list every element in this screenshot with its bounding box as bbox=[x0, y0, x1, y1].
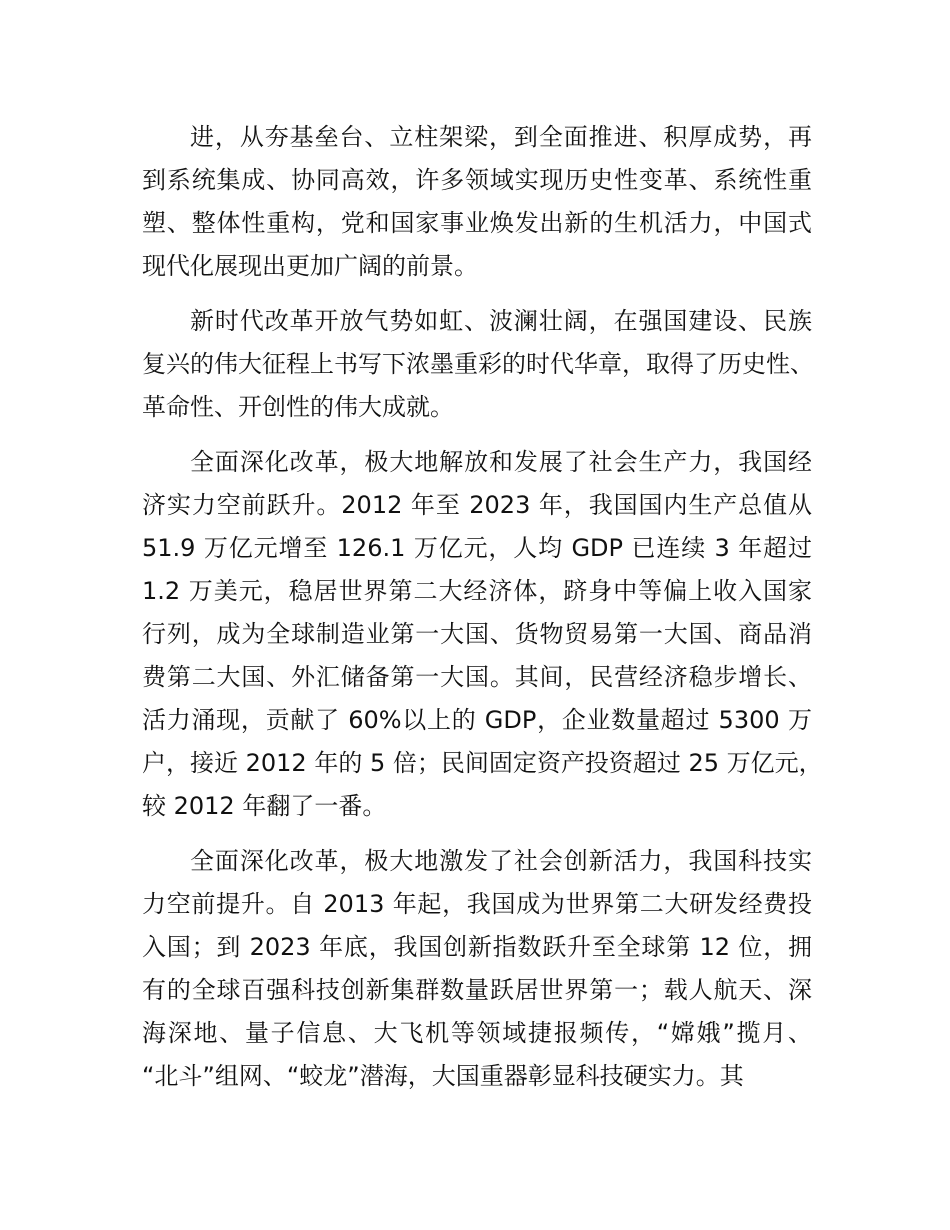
text-line: 现代化展现出更加广阔的前景。 bbox=[142, 252, 478, 280]
text-line: 行列，成为全球制造业第一大国、货物贸易第一大国、商品消 bbox=[142, 620, 812, 648]
text-line: 济实力空前跃升。2012 年至 2023 年，我国国内生产总值从 bbox=[142, 491, 812, 519]
paragraph bbox=[142, 116, 812, 288]
text-line: 全面深化改革，极大地激发了社会创新活力，我国科技实 bbox=[190, 847, 812, 875]
text-line: 有的全球百强科技创新集群数量跃居世界第一；载人航天、深 bbox=[142, 976, 812, 1004]
text-line: 入国；到 2023 年底，我国创新指数跃升至全球第 12 位，拥 bbox=[142, 933, 812, 961]
text-line: 海深地、量子信息、大飞机等领域捷报频传，“嫦娥”揽月、 bbox=[142, 1019, 812, 1047]
text-line: 进，从夯基垒台、立柱架梁，到全面推进、积厚成势，再 bbox=[190, 123, 812, 151]
text-line: 51.9 万亿元增至 126.1 万亿元，人均 GDP 已连续 3 年超过 bbox=[142, 534, 812, 562]
text-line: 力空前提升。自 2013 年起，我国成为世界第二大研发经费投 bbox=[142, 890, 812, 918]
text-line: 革命性、开创性的伟大成就。 bbox=[142, 393, 454, 421]
text-line: 较 2012 年翻了一番。 bbox=[142, 792, 387, 820]
text-line: 复兴的伟大征程上书写下浓墨重彩的时代华章，取得了历史性、 bbox=[142, 350, 814, 378]
document-page bbox=[142, 116, 823, 1110]
paragraph bbox=[142, 300, 812, 429]
text-line: 塑、整体性重构，党和国家事业焕发出新的生机活力，中国式 bbox=[142, 209, 812, 237]
text-line: 新时代改革开放气势如虹、波澜壮阔，在强国建设、民族 bbox=[190, 307, 812, 335]
text-line: 到系统集成、协同高效，许多领域实现历史性变革、系统性重 bbox=[142, 166, 812, 194]
text-line: 户，接近 2012 年的 5 倍；民间固定资产投资超过 25 万亿元， bbox=[142, 749, 823, 777]
text-line: 费第二大国、外汇储备第一大国。其间，民营经济稳步增长、 bbox=[142, 663, 812, 691]
paragraph bbox=[142, 441, 823, 828]
text-line: 1.2 万美元，稳居世界第二大经济体，跻身中等偏上收入国家 bbox=[142, 577, 812, 605]
text-line: 全面深化改革，极大地解放和发展了社会生产力，我国经 bbox=[190, 448, 812, 476]
paragraph bbox=[142, 840, 812, 1098]
text-line: 活力涌现，贡献了 60%以上的 GDP，企业数量超过 5300 万 bbox=[142, 706, 812, 734]
text-line: “北斗”组网、“蛟龙”潜海，大国重器彰显科技硬实力。其 bbox=[142, 1062, 744, 1090]
